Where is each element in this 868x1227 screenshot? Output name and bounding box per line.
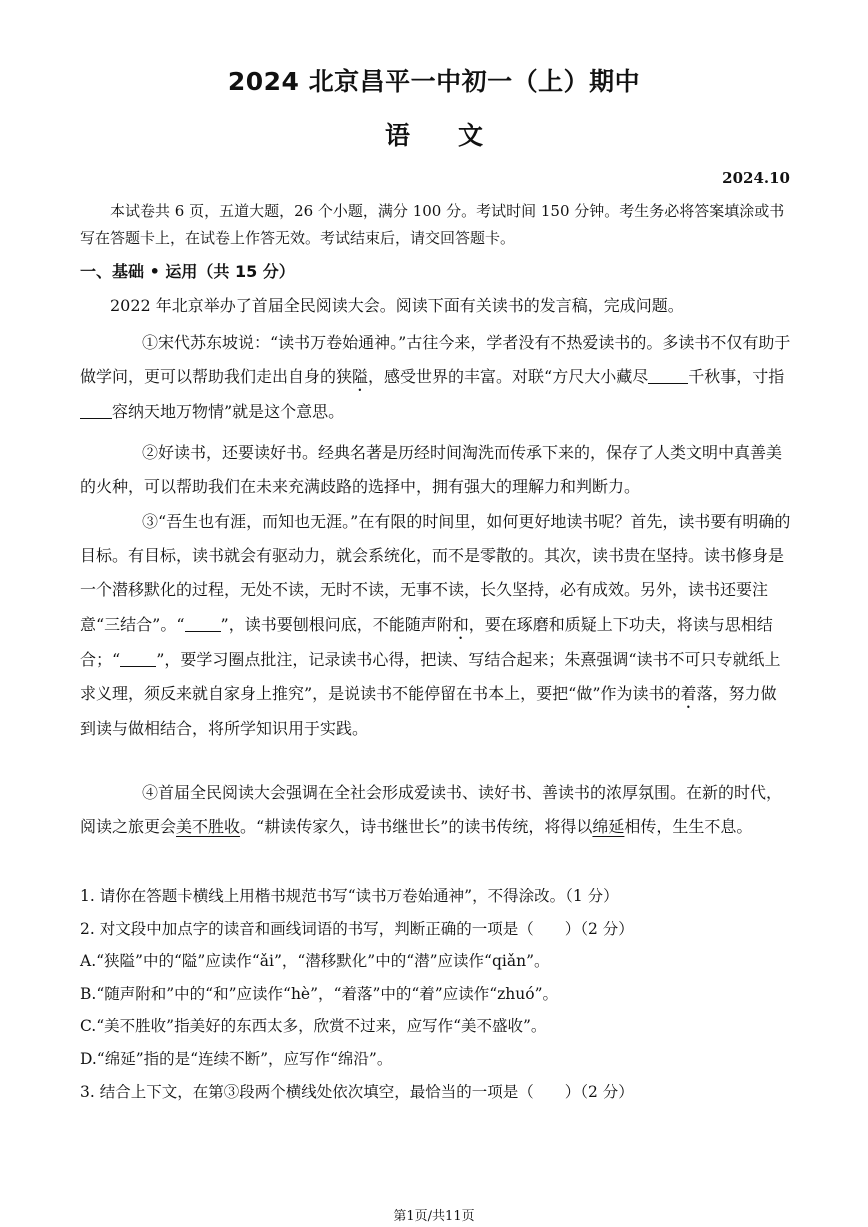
text-run: ”，要学习圈点批注，记录读书心得，把读、写结合起来；朱熹强调“读书不可只专就纸上求义理，须反来就自家身上推究”，是说读书不能停留在书本上，要把“做”作为读书的 [80,649,781,703]
text-run: ③“吾生也有涯，而知也无涯。”在有限的时间里，如何更好地读书呢？首先，读书要有明确的目标。有目标，读书就会有驱动力，就会系统化，而不是零散的。其次，读书贵在坚持。读书修身是一个潜移默化的过程，无处不读，无时不读，无事不读，长久坚持，必有成效。另外，读书还要注意“三结合”。“ [80,512,791,634]
text-run: 千秋事，寸指 [688,367,785,387]
exam-title: 2024 北京昌平一中初一（上）期中 [227,67,641,96]
text-run: ”，读书要刨根问底，不能随声附 [220,614,453,634]
text-run: ，要在琢磨和质疑上下功夫，将读与思相结合；“ [80,614,773,669]
option-d: D.“绵延”指的是“连续不断”，应写作“绵沿”。 [80,1049,393,1068]
text-run: ，感受世界的丰富。对联“方尺大小藏尽 [368,367,649,387]
option-c: C.“美不胜收”指美好的东西太多，欣赏不过来，应写作“美不盛收”。 [80,1017,547,1036]
passage-paragraph-3 [80,505,792,746]
passage-paragraph-4 [80,776,792,844]
text-run: ④首届全民阅读大会强调在全社会形成爱读书、读好书、善读书的浓厚氛围。在新的时代，阅读之旅更会 [80,783,783,837]
dotted-char: 和 [452,614,469,634]
exam-date: 2024.10 [722,169,790,187]
fill-blank [120,650,156,667]
passage-paragraph-1 [80,326,792,429]
dotted-char: 隘 [352,367,369,387]
fill-blank [80,402,112,419]
section-heading: 一、基础 • 运用（共 15 分） [80,262,295,281]
option-a: A.“狭隘”中的“隘”应读作“ǎi”，“潜移默化”中的“潜”应读作“qiǎn”。 [80,952,550,971]
underlined-word: 美不胜收 [176,817,241,837]
text-run: 落，努力做到读与做相结合，将所学知识用于实践。 [80,683,777,738]
question-1: 1. 请你在答题卡横线上用楷书规范书写“读书万卷始通神”，不得涂改。（1 分） [80,887,619,905]
subject-title: 语文 [384,121,531,150]
fill-blank [648,367,688,384]
text-run: 相传，生生不息。 [624,817,753,837]
exam-instructions: 本试卷共 6 页，五道大题，26 个小题，满分 100 分。考试时间 150 分钟。考生务必将答案填涂或书写在答题卡上，在试卷上作答无效。考试结束后，请交回答题卡。 [80,202,785,247]
text-run: 容纳天地万物情”就是这个意思。 [112,402,345,422]
page-footer: 第1页/共11页 [393,1209,475,1224]
passage-paragraph-2: ②好读书，还要读好书。经典名著是历经时间淘洗而传承下来的，保存了人类文明中真善美的火种，可以帮助我们在未来充满歧路的选择中，拥有强大的理解力和判断力。 [80,443,783,497]
questions-block [80,880,792,1108]
text-run: ①宋代苏东坡说：“读书万卷始通神。”古往今来，学者没有不热爱读书的。多读书不仅有助于做学问，更可以帮助我们走出自身的狭 [80,333,791,387]
option-b: B.“随声附和”中的“和”应读作“hè”，“着落”中的“着”应读作“zhuó”。 [80,984,559,1003]
text-run: 。“耕读传家久，诗书继世长”的读书传统，将得以 [240,817,593,837]
fill-blank [185,615,221,632]
question-2: 2. 对文段中加点字的读音和画线词语的书写，判断正确的一项是（ ）（2 分） [80,919,634,938]
section-lead: 2022 年北京举办了首届全民阅读大会。阅读下面有关读书的发言稿，完成问题。 [110,296,684,315]
question-3: 3. 结合上下文，在第③段两个横线处依次填空，最恰当的一项是（ ）（2 分） [80,1082,634,1101]
dotted-char: 着 [680,683,697,703]
underlined-word: 绵延 [592,817,625,837]
